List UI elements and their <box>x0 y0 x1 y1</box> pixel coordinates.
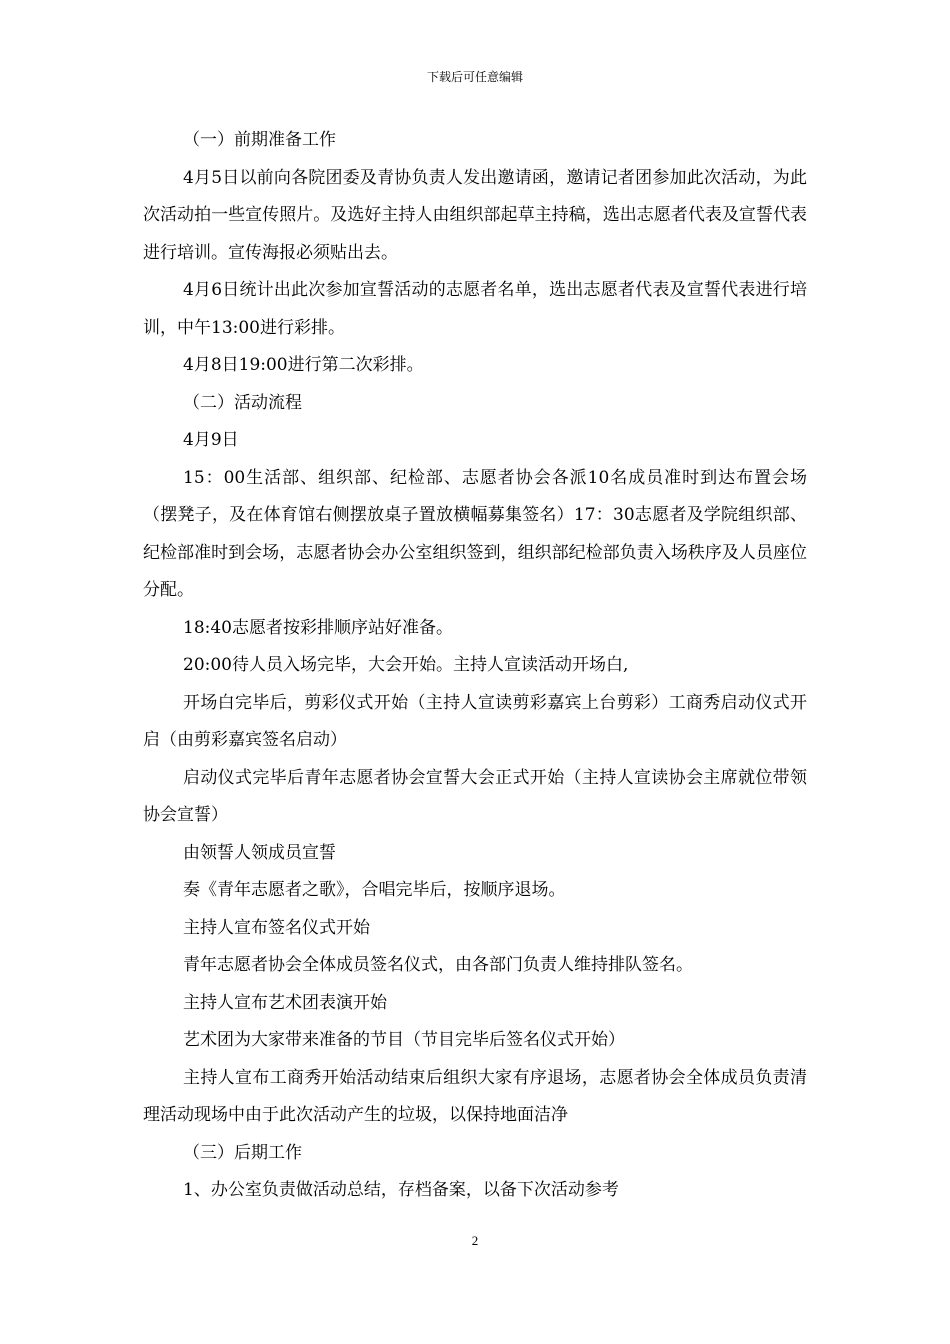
section-heading-followup: （三）后期工作 <box>183 1142 302 1163</box>
paragraph-performance-announce: 主持人宣布艺术团表演开始 <box>183 992 387 1013</box>
paragraph-1840: 18:40志愿者按彩排顺序站好准备。 <box>183 617 453 638</box>
page-header: 下载后可任意编辑 <box>426 70 523 84</box>
paragraph-oath-lead: 由领誓人领成员宣誓 <box>183 842 336 863</box>
paragraph-2000: 20:00待人员入场完毕，大会开始。主持人宣读活动开场白, <box>183 655 629 675</box>
paragraph-1500-setup: 15：00生活部、组织部、纪检部、志愿者协会各派10名成员准时到达布置会场（摆凳子，及在体育馆右侧摆放桌子置放横幅募集签名）17：30志愿者及学院组织部、纪检部准时到会场，志愿者协会办公室组织签到，组织部纪检部负责入场秩序及人员座位分配。 <box>143 467 807 600</box>
paragraph-song: 奏《青年志愿者之歌》，合唱完毕后，按顺序退场。 <box>183 880 566 900</box>
paragraph-ribbon-cutting: 开场白完毕后，剪彩仪式开始（主持人宣读剪彩嘉宾上台剪彩）工商秀启动仪式开启（由剪彩嘉宾签名启动） <box>143 692 807 750</box>
paragraph-signing-announce: 主持人宣布签名仪式开始 <box>183 917 370 938</box>
section-heading-process: （二）活动流程 <box>183 392 302 413</box>
document-body <box>143 122 807 1210</box>
paragraph-performance: 艺术团为大家带来准备的节目（节目完毕后签名仪式开始） <box>183 1030 625 1050</box>
section-heading-preparation: （一）前期准备工作 <box>183 130 336 150</box>
paragraph-oath-start: 启动仪式完毕后青年志愿者协会宣誓大会正式开始（主持人宣读协会主席就位带领协会宣誓） <box>143 767 807 825</box>
paragraph-april6: 4月6日统计出此次参加宣誓活动的志愿者名单，选出志愿者代表及宣誓代表进行培训，中午13:00进行彩排。 <box>143 280 807 338</box>
paragraph-closing: 主持人宣布工商秀开始活动结束后组织大家有序退场，志愿者协会全体成员负责清理活动现场中由于此次活动产生的垃圾，以保持地面洁净 <box>143 1067 807 1125</box>
paragraph-april8: 4月8日19:00进行第二次彩排。 <box>183 355 424 375</box>
paragraph-signing: 青年志愿者协会全体成员签名仪式，由各部门负责人维持排队签名。 <box>183 955 693 975</box>
paragraph-april9: 4月9日 <box>183 430 239 450</box>
page-number: 2 <box>471 1233 479 1248</box>
paragraph-april5: 4月5日以前向各院团委及青协负责人发出邀请函，邀请记者团参加此次活动，为此次活动拍一些宣传照片。及选好主持人由组织部起草主持稿，选出志愿者代表及宣誓代表进行培训。宣传海报必须贴出去。 <box>143 167 807 263</box>
paragraph-summary: 1、办公室负责做活动总结，存档备案，以备下次活动参考 <box>183 1180 619 1200</box>
